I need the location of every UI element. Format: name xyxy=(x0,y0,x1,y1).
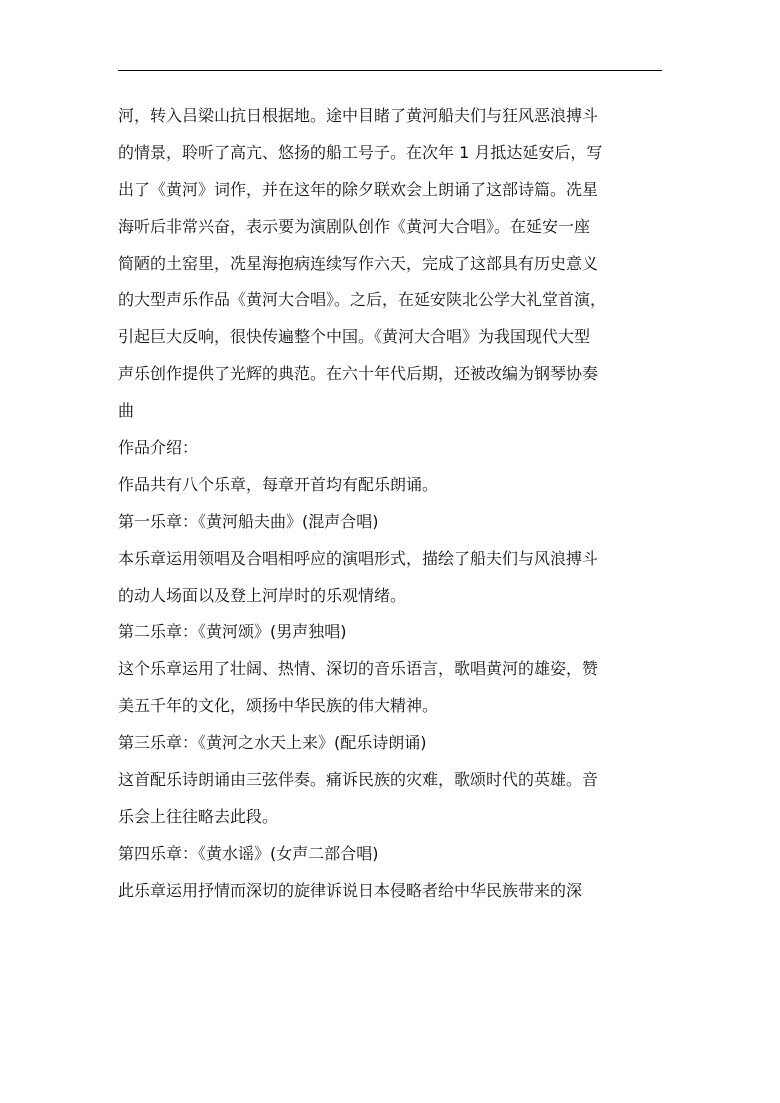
text-line: 简陋的土窑里，冼星海抱病连续写作六天，完成了这部具有历史意义 xyxy=(118,253,599,273)
movement-title: 第一乐章：《黄河船夫曲》(混声合唱) xyxy=(118,511,379,531)
text-line: 的动人场面以及登上河岸时的乐观情绪。 xyxy=(118,585,407,605)
text-line: 乐会上往往略去此段。 xyxy=(118,806,279,826)
text-line: 海听后非常兴奋，表示要为演剧队创作《黄河大合唱》。在延安一座 xyxy=(118,216,591,236)
movement-title: 第三乐章：《黄河之水天上来》(配乐诗朗诵) xyxy=(118,733,427,753)
document-body xyxy=(118,98,662,910)
movement-title: 第四乐章：《黄水谣》(女声二部合唱) xyxy=(118,843,379,863)
text-line: 这首配乐诗朗诵由三弦伴奏。痛诉民族的灾难，歌颂时代的英雄。音 xyxy=(118,770,599,790)
text-line: 引起巨大反响，很快传遍整个中国。《黄河大合唱》为我国现代大型 xyxy=(118,327,591,347)
text-line: 这个乐章运用了壮阔、热情、深切的音乐语言，歌唱黄河的雄姿，赞 xyxy=(118,659,599,679)
text-line: 声乐创作提供了光辉的典范。在六十年代后期，还被改编为钢琴协奏 xyxy=(118,364,599,384)
header-rule xyxy=(118,70,662,71)
text-line: 曲 xyxy=(118,401,135,421)
section-heading: 作品介绍： xyxy=(118,438,199,458)
text-line: 出了《黄河》词作，并在这年的除夕联欢会上朗诵了这部诗篇。冼星 xyxy=(118,179,599,199)
text-line: 的大型声乐作品《黄河大合唱》。之后，在延安陕北公学大礼堂首演， xyxy=(118,290,607,310)
text-line: 河，转入吕梁山抗日根据地。途中目睹了黄河船夫们与狂风恶浪搏斗 xyxy=(118,106,599,125)
text-line: 作品共有八个乐章，每章开首均有配乐朗诵。 xyxy=(118,474,439,494)
text-line: 美五千年的文化，颂扬中华民族的伟大精神。 xyxy=(118,696,439,716)
text-line: 本乐章运用领唱及合唱相呼应的演唱形式，描绘了船夫们与风浪搏斗 xyxy=(118,548,599,568)
movement-title: 第二乐章：《黄河颂》(男声独唱) xyxy=(118,622,347,642)
text-line: 的情景，聆听了高亢、悠扬的船工号子。在次年 1 月抵达延安后，写 xyxy=(118,142,603,162)
text-line: 此乐章运用抒情而深切的旋律诉说日本侵略者给中华民族带来的深 xyxy=(118,880,583,900)
